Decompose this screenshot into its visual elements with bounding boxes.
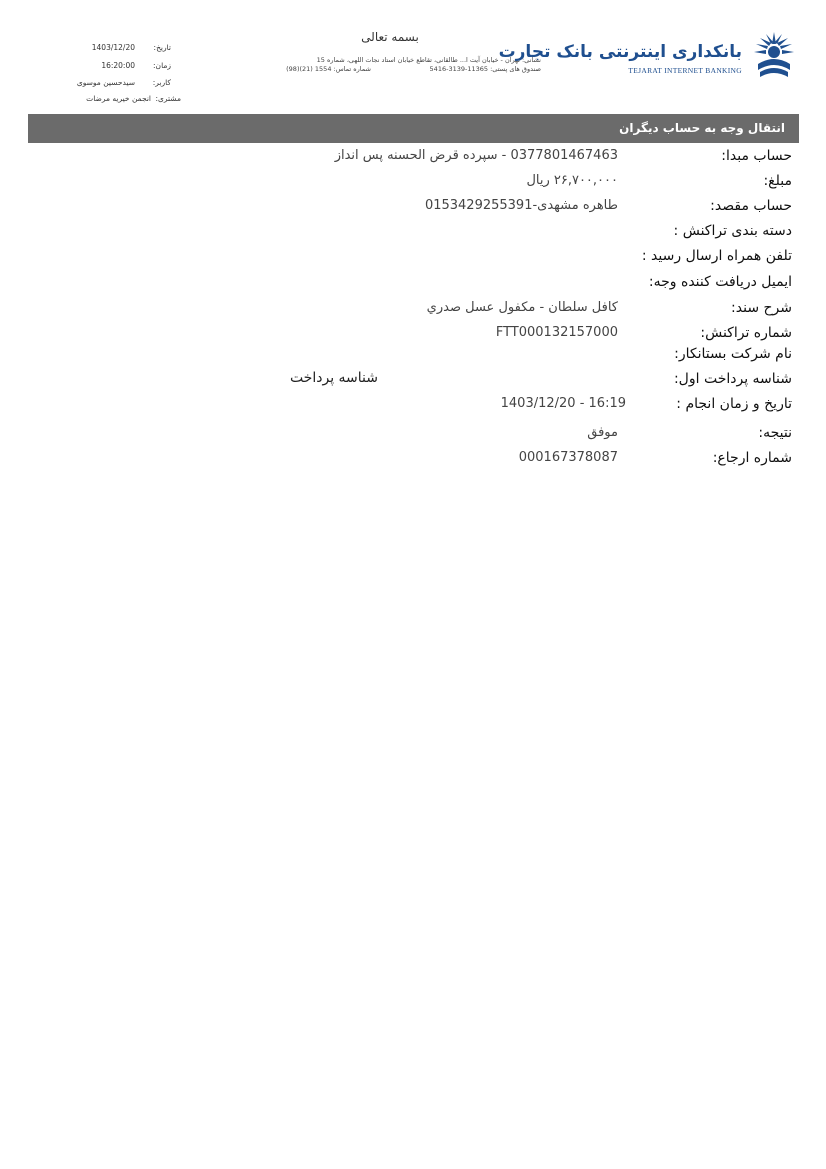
description-label: شرح سند: <box>731 300 792 316</box>
reference-number-label: شماره ارجاع: <box>712 450 792 466</box>
source-account-value: 0377801467463 - سپرده قرض الحسنه پس انداز <box>334 148 618 163</box>
po-box: صندوق های پستی: 11365-3139-5416 <box>429 65 541 73</box>
destination-account-value: طاهره مشهدی-0153429255391 <box>424 198 618 213</box>
amount-value: ۲۶,۷۰۰,۰۰۰ ریال <box>526 173 618 188</box>
meta-time-value: 16:20:00 <box>101 61 135 70</box>
bank-address: نشانی: تهران - خیابان آیت ا... طالقانی، تقاطع خیابان استاد نجات اللهی، شماره 15 <box>316 56 541 64</box>
transaction-category-label: دسته بندی تراکنش : <box>673 223 792 239</box>
execution-datetime-value: 1403/12/20 - 16:19 <box>500 396 626 411</box>
source-account-label: حساب مبدا: <box>721 148 792 164</box>
meta-date-label: تاریخ: <box>153 43 171 52</box>
meta-user-label: کاربر: <box>152 78 171 87</box>
page-title: انتقال وجه به حساب دیگران <box>619 121 785 135</box>
first-payment-id-label: شناسه پرداخت اول: <box>673 371 792 387</box>
meta-customer-value: انجمن خیریه مرضات <box>86 94 151 103</box>
meta-customer-label: مشتری: <box>155 94 181 103</box>
meta-time <box>71 61 171 71</box>
recipient-email-label: ایمیل دریافت کننده وجه: <box>648 274 792 290</box>
meta-user-value: سیدحسین موسوی <box>76 78 135 87</box>
execution-datetime-label: تاریخ و زمان انجام : <box>676 396 792 412</box>
description-value: كافل سلطان - مكفول عسل صدري <box>426 300 618 315</box>
destination-account-label: حساب مقصد: <box>710 198 792 214</box>
creditor-company-label: نام شرکت بستانکار: <box>674 346 792 362</box>
result-value: موفق <box>587 425 618 440</box>
result-label: نتیجه: <box>758 425 792 441</box>
meta-date <box>71 43 171 53</box>
bismillah: بسمه تعالی <box>361 30 419 44</box>
bank-logo-text: بانکداری اینترنتی بانک تجارت <box>498 42 742 62</box>
page-title-bar <box>28 114 799 143</box>
transaction-number-label: شماره تراکنش: <box>700 325 792 341</box>
phone-number: شماره تماس: 1554 (21)(98) <box>286 65 371 73</box>
amount-label: مبلغ: <box>763 173 792 189</box>
first-payment-id-value: شناسه پرداخت <box>289 370 378 386</box>
meta-time-label: زمان: <box>153 61 171 70</box>
receipt-mobile-label: تلفن همراه ارسال رسید : <box>641 248 792 264</box>
meta-date-value: 1403/12/20 <box>91 43 135 52</box>
reference-number-value: 000167378087 <box>518 450 618 465</box>
meta-user <box>61 78 171 88</box>
bank-emblem-icon <box>752 30 796 80</box>
meta-customer <box>61 94 181 104</box>
bank-logo-subtitle: TEJARAT INTERNET BANKING <box>628 66 742 75</box>
transaction-number-value: FTT000132157000 <box>495 325 618 340</box>
